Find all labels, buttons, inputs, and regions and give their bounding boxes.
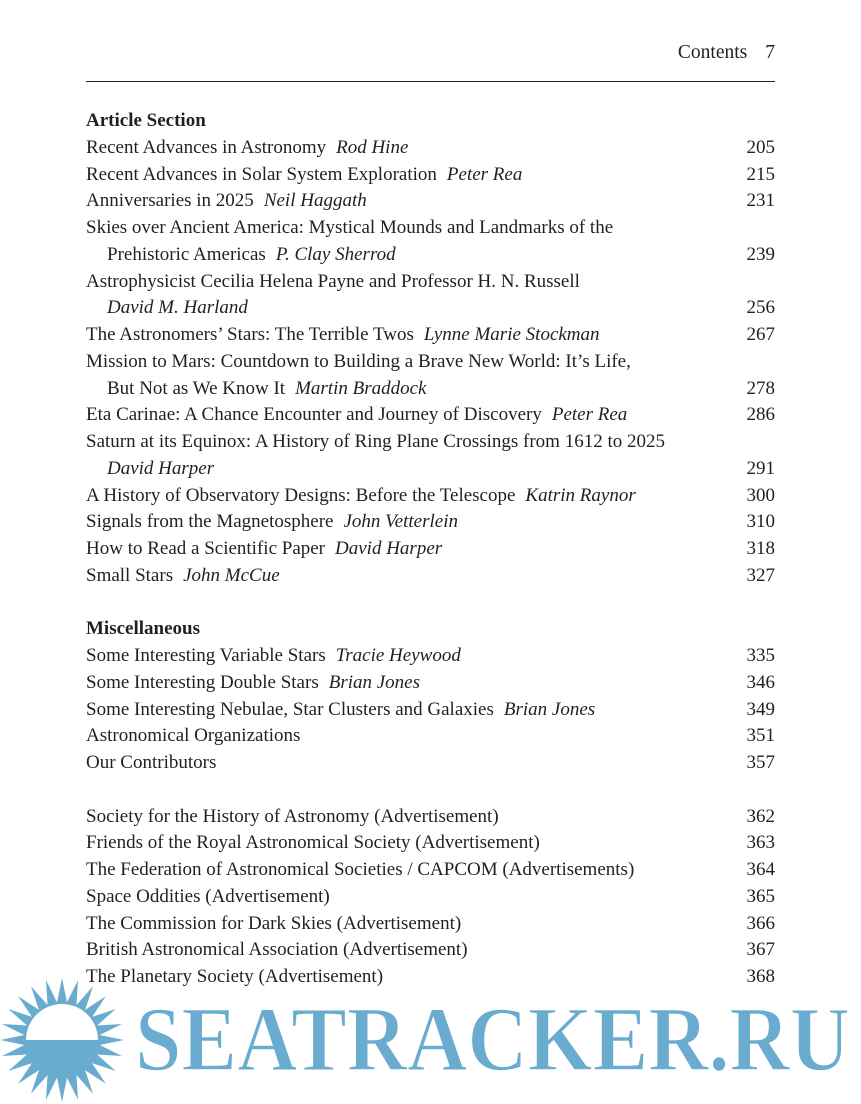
entry-title xyxy=(86,937,735,964)
entry-title xyxy=(86,911,735,938)
entry-title-text: Saturn at its Equinox: A History of Ring Plane Crossings from 1612 to 2025 xyxy=(86,431,665,452)
entry-title-text: Recent Advances in Astronomy xyxy=(86,136,327,158)
toc-section xyxy=(86,108,775,590)
toc-entry-line[interactable] xyxy=(86,349,775,376)
entry-title-text: The Federation of Astronomical Societies / CAPCOM (Advertisements) xyxy=(86,859,635,880)
table-of-contents xyxy=(86,108,775,1018)
section-heading: Miscellaneous xyxy=(86,618,200,640)
entry-page-number: 364 xyxy=(746,859,775,880)
toc-entry[interactable] xyxy=(86,723,775,750)
entry-title-text: Eta Carinae: A Chance Encounter and Journey of Discovery xyxy=(86,404,542,426)
toc-entry[interactable] xyxy=(86,322,775,349)
entry-title xyxy=(86,429,775,456)
entry-page-number: 291 xyxy=(746,457,775,479)
toc-entry-line[interactable] xyxy=(86,429,775,456)
toc-entry[interactable] xyxy=(86,670,775,697)
toc-section xyxy=(86,804,775,991)
toc-entry[interactable] xyxy=(86,563,775,590)
sun-icon xyxy=(0,978,124,1102)
entry-title-text: Society for the History of Astronomy (Advertisement) xyxy=(86,805,499,827)
toc-section xyxy=(86,616,775,777)
toc-entry[interactable] xyxy=(86,884,775,911)
entry-author: Martin Braddock xyxy=(295,377,427,399)
entry-page-number: 286 xyxy=(746,404,775,426)
toc-entry[interactable] xyxy=(86,643,775,670)
entry-author: David Harper xyxy=(107,457,215,479)
toc-entry[interactable] xyxy=(86,536,775,563)
entry-author: P. Clay Sherrod xyxy=(275,243,396,265)
entry-title-text: Recent Advances in Solar System Exploration xyxy=(86,163,437,185)
entry-page-number: 366 xyxy=(746,912,775,934)
entry-title-text: Some Interesting Variable Stars xyxy=(86,645,326,666)
entry-title xyxy=(86,643,735,670)
entry-page-number: 310 xyxy=(746,511,775,533)
entry-title-text: Anniversaries in 2025 xyxy=(86,190,254,212)
entry-page-number: 256 xyxy=(746,297,775,319)
entry-page-number: 300 xyxy=(746,484,775,506)
entry-title-text: The Planetary Society (Advertisement) xyxy=(86,966,384,987)
entry-title xyxy=(86,563,735,590)
entry-title-text: The Commission for Dark Skies (Advertisement) xyxy=(86,912,462,934)
toc-entry[interactable] xyxy=(86,188,775,215)
entry-title xyxy=(86,322,735,349)
entry-page-number: 278 xyxy=(746,377,775,399)
entry-author: Rod Hine xyxy=(336,136,409,158)
entry-page-number: 327 xyxy=(746,564,775,586)
entry-title xyxy=(86,269,775,296)
entry-author: Peter Rea xyxy=(446,163,523,185)
entry-title-text: But Not as We Know It xyxy=(107,377,286,399)
entry-title xyxy=(86,162,735,189)
entry-title xyxy=(86,830,735,857)
toc-entry-line[interactable] xyxy=(86,269,775,296)
entry-title-text: Astronomical Organizations xyxy=(86,725,301,747)
toc-entry[interactable] xyxy=(86,830,775,857)
entry-title-text: Friends of the Royal Astronomical Society (Advertisement) xyxy=(86,832,540,854)
entry-page-number: 362 xyxy=(746,805,775,827)
entry-title-text: Some Interesting Nebulae, Star Clusters and Galaxies xyxy=(86,698,494,720)
entry-author: John McCue xyxy=(183,564,280,586)
entry-title xyxy=(86,670,735,697)
toc-entry[interactable] xyxy=(86,162,775,189)
entry-page-number: 367 xyxy=(746,939,775,961)
entry-page-number: 215 xyxy=(746,163,775,185)
entry-title xyxy=(107,295,735,322)
toc-entry[interactable] xyxy=(86,857,775,884)
toc-entry[interactable] xyxy=(86,509,775,536)
entry-title xyxy=(86,804,735,831)
entry-title xyxy=(86,402,735,429)
entry-title xyxy=(107,242,735,269)
entry-title-text: Signals from the Magnetosphere xyxy=(86,511,334,533)
toc-entry[interactable] xyxy=(86,804,775,831)
entry-title-text: Prehistoric Americas xyxy=(107,243,266,265)
entry-author: David M. Harland xyxy=(107,297,248,319)
watermark-text: SEATRACKER.RU xyxy=(135,988,850,1090)
entry-title xyxy=(86,215,775,242)
entry-author: John Vetterlein xyxy=(343,511,458,533)
header-title: Contents xyxy=(677,42,748,63)
entry-page-number: 346 xyxy=(746,671,775,693)
toc-entry[interactable] xyxy=(86,456,775,483)
entry-author: Peter Rea xyxy=(551,404,628,426)
entry-page-number: 363 xyxy=(746,832,775,854)
entry-page-number: 349 xyxy=(746,698,775,720)
toc-entry[interactable] xyxy=(86,750,775,777)
entry-author: Tracie Heywood xyxy=(335,645,461,666)
toc-entry[interactable] xyxy=(86,483,775,510)
entry-title-text: Space Oddities (Advertisement) xyxy=(86,885,330,907)
running-header xyxy=(86,42,775,82)
entry-title xyxy=(107,376,735,403)
entry-author: David Harper xyxy=(335,538,443,559)
watermark-logo xyxy=(0,975,861,1104)
entry-title-text: Mission to Mars: Countdown to Building a Brave New World: It’s Life, xyxy=(86,350,631,372)
entry-title xyxy=(86,750,735,777)
entry-title-text: A History of Observatory Designs: Before the Telescope xyxy=(86,484,516,506)
entry-title-text: Astrophysicist Cecilia Helena Payne and Professor H. N. Russell xyxy=(86,270,580,292)
entry-title xyxy=(107,456,735,483)
entry-title xyxy=(86,349,775,376)
entry-title xyxy=(86,723,735,750)
entry-title xyxy=(86,697,735,724)
entry-page-number: 231 xyxy=(746,190,775,212)
page-number: 7 xyxy=(765,42,775,63)
toc-entry[interactable] xyxy=(86,242,775,269)
entry-title xyxy=(86,509,735,536)
toc-entry[interactable] xyxy=(86,135,775,162)
toc-entry[interactable] xyxy=(86,376,775,403)
entry-title-text: The Astronomers’ Stars: The Terrible Twos xyxy=(86,324,414,345)
entry-page-number: 335 xyxy=(746,645,775,666)
entry-title-text: British Astronomical Association (Advertisement) xyxy=(86,939,468,961)
entry-author: Brian Jones xyxy=(328,671,421,693)
toc-entry[interactable] xyxy=(86,295,775,322)
entry-page-number: 239 xyxy=(746,243,775,265)
entry-title-text: Some Interesting Double Stars xyxy=(86,671,319,693)
entry-page-number: 318 xyxy=(746,538,775,559)
entry-page-number: 365 xyxy=(746,885,775,907)
toc-entry-line[interactable] xyxy=(86,215,775,242)
entry-title xyxy=(86,483,735,510)
toc-entry[interactable] xyxy=(86,697,775,724)
entry-author: Lynne Marie Stockman xyxy=(423,324,600,345)
entry-title-text: Our Contributors xyxy=(86,752,217,773)
entry-page-number: 267 xyxy=(746,324,775,345)
entry-page-number: 351 xyxy=(746,725,775,747)
entry-page-number: 357 xyxy=(746,752,775,773)
toc-entry[interactable] xyxy=(86,937,775,964)
entry-page-number: 368 xyxy=(746,966,775,987)
toc-entry[interactable] xyxy=(86,911,775,938)
entry-title-text: Small Stars xyxy=(86,564,174,586)
entry-title xyxy=(86,135,735,162)
entry-title xyxy=(86,536,735,563)
entry-title xyxy=(86,884,735,911)
entry-title-text: How to Read a Scientific Paper xyxy=(86,538,326,559)
toc-entry[interactable] xyxy=(86,402,775,429)
entry-title xyxy=(86,857,735,884)
entry-author: Neil Haggath xyxy=(263,190,367,212)
entry-title xyxy=(86,188,735,215)
entry-page-number: 205 xyxy=(746,136,775,158)
entry-title-text: Skies over Ancient America: Mystical Mounds and Landmarks of the xyxy=(86,217,614,238)
section-heading: Article Section xyxy=(86,110,206,131)
entry-author: Katrin Raynor xyxy=(525,484,636,506)
entry-author: Brian Jones xyxy=(503,698,596,720)
